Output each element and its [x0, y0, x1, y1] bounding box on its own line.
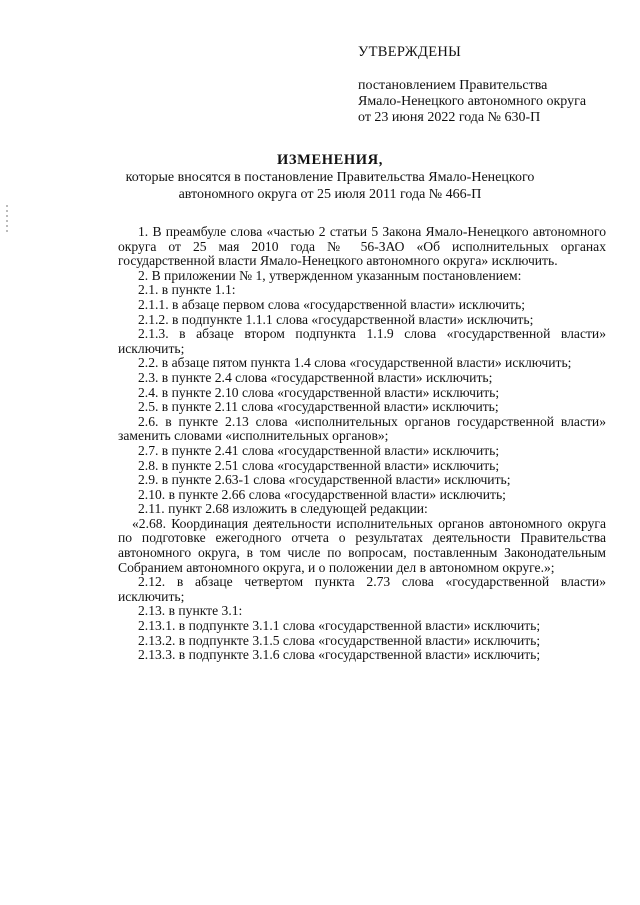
approval-line-2: Ямало-Ненецкого автономного округа — [358, 94, 587, 109]
heading-line-2: автономного округа от 25 июля 2011 года № 466-П — [178, 187, 482, 202]
approval-block — [358, 44, 618, 126]
heading-line-1: которые вносятся в постановление Правительства Ямало-Ненецкого — [125, 170, 535, 185]
paragraph-2-8: 2.8. в пункте 2.51 слова «государственной власти» исключить; — [138, 457, 500, 473]
paragraph-2-2: 2.2. в абзаце пятом пункта 1.4 слова «государственной власти» исключить; — [138, 355, 572, 371]
document-body — [118, 225, 606, 663]
heading-title: ИЗМЕНЕНИЯ, — [277, 152, 383, 168]
paragraph-2-1-3: 2.1.3. в абзаце втором подпункта 1.1.9 слова «государственной власти» исключить; — [118, 326, 606, 356]
paragraph-2-10: 2.10. в пункте 2.66 слова «государственной власти» исключить; — [138, 486, 506, 502]
paragraph-2-11: 2.11. пункт 2.68 изложить в следующей редакции: — [138, 501, 428, 517]
paragraph-1: 1. В преамбуле слова «частью 2 статьи 5 Закона Ямало-Ненецкого автономного округа от 25 мая 2010 года № 56-ЗАО «Об исполнительных органах государственной власти Ямало-Ненецкого автономного округа» исключить. — [118, 224, 606, 269]
paragraph-2: 2. В приложении № 1, утвержденном указанным постановлением: — [138, 267, 522, 283]
paragraph-2-1-1: 2.1.1. в абзаце первом слова «государственной власти» исключить; — [138, 296, 526, 312]
paragraph-2-9: 2.9. в пункте 2.63-1 слова «государственной власти» исключить; — [138, 472, 511, 488]
paragraph-2-12: 2.12. в абзаце четвертом пункта 2.73 слова «государственной власти» исключить; — [118, 574, 606, 604]
approval-line-3: от 23 июня 2022 года № 630-П — [358, 110, 541, 125]
document-heading — [110, 152, 550, 203]
paragraph-2-6: 2.6. в пункте 2.13 слова «исполнительных органов государственной власти» заменить словами «исполнительных органов»; — [118, 413, 606, 444]
scan-edge-mark — [6, 205, 8, 235]
paragraph-2-13-3: 2.13.3. в подпункте 3.1.6 слова «государственной власти» исключить; — [138, 647, 541, 663]
paragraph-2-1: 2.1. в пункте 1.1: — [138, 282, 236, 298]
paragraph-2-4: 2.4. в пункте 2.10 слова «государственной власти» исключить; — [138, 384, 500, 400]
paragraph-2-3: 2.3. в пункте 2.4 слова «государственной власти» исключить; — [138, 369, 493, 385]
paragraph-2-5: 2.5. в пункте 2.11 слова «государственной власти» исключить; — [138, 399, 499, 415]
paragraph-2-13: 2.13. в пункте 3.1: — [138, 603, 243, 619]
approval-title: УТВЕРЖДЕНЫ — [358, 44, 462, 60]
paragraph-2-1-2: 2.1.2. в подпункте 1.1.1 слова «государственной власти» исключить; — [138, 311, 534, 327]
paragraph-2-68-quote: «2.68. Координация деятельности исполнительных органов автономного округа по подготовке ежегодного отчета о результатах деятельности Правительства автономного округа, в том числе по вопросам, поставленным Законодательным Собранием автономного округа, и о положении дел в автономном округе.»; — [118, 515, 606, 575]
paragraph-2-7: 2.7. в пункте 2.41 слова «государственной власти» исключить; — [138, 442, 500, 458]
paragraph-2-13-2: 2.13.2. в подпункте 3.1.5 слова «государственной власти» исключить; — [138, 632, 541, 648]
paragraph-2-13-1: 2.13.1. в подпункте 3.1.1 слова «государственной власти» исключить; — [138, 618, 541, 634]
approval-line-1: постановлением Правительства — [358, 78, 548, 93]
